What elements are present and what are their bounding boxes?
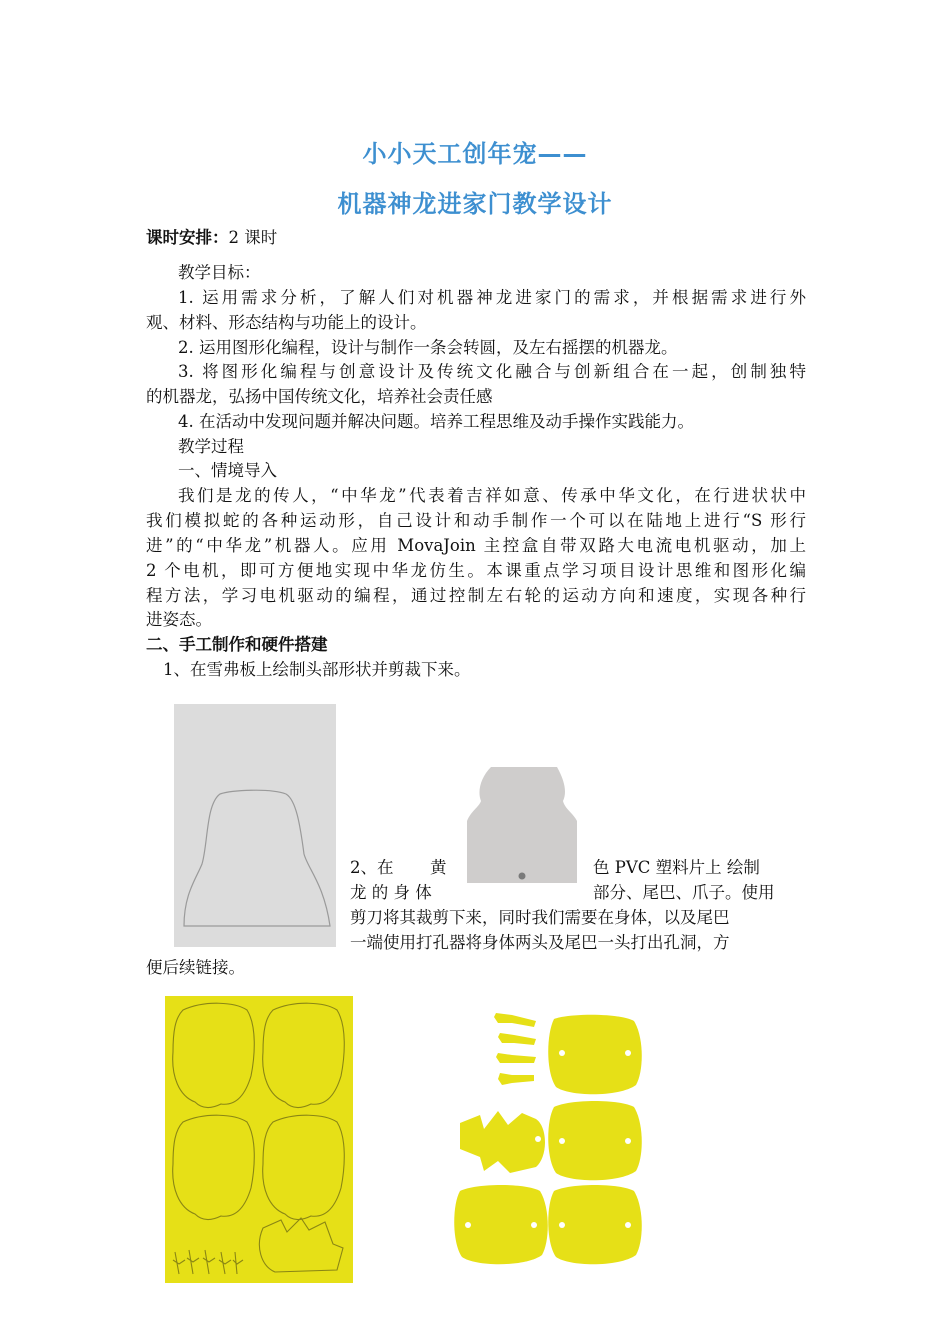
step-2-a3: 色 PVC 塑料片上 绘制: [593, 858, 760, 877]
schedule: [146, 226, 277, 250]
step-2-c: 剪刀将其裁剪下来，同时我们需要在身体，以及尾巴: [350, 908, 730, 927]
intro-line-4: 2 个电机，即可方便地实现中华龙仿生。本课重点学习项目设计思维和图形化编: [146, 561, 806, 580]
goal-3-line-2: 的机器龙，弘扬中国传统文化，培养社会责任感: [146, 387, 493, 406]
intro-line-1: 我们是龙的传人，“中华龙”代表着吉祥如意、传承中华文化，在行进状状中: [178, 486, 806, 505]
step-2-d: 一端使用打孔器将身体两头及尾巴一头打出孔洞，方: [350, 933, 730, 952]
goal-4: 4. 在活动中发现问题并解决问题。培养工程思维及动手操作实践能力。: [178, 412, 694, 431]
step-2-e: 便后续链接。: [146, 958, 245, 977]
goals-heading: 教学目标：: [178, 263, 261, 282]
goal-2: 2. 运用图形化编程，设计与制作一条会转圆，及左右摇摆的机器龙。: [178, 338, 678, 357]
intro-line-3: 进”的“中华龙”机器人。应用 MovaJoin 主控盒自带双路大电流电机驱动，加上: [146, 536, 806, 555]
process-heading: 教学过程: [178, 437, 244, 456]
step-2-a1: 2、在: [350, 858, 394, 877]
step-1: 1、在雪弗板上绘制头部形状并剪裁下来。: [163, 660, 471, 679]
intro-line-2: 我们模拟蛇的各种运动形，自己设计和动手制作一个可以在陆地上进行“S 形行: [146, 511, 806, 530]
head-outline-photo: [174, 704, 336, 947]
goal-1-line-2: 观、材料、形态结构与功能上的设计。: [146, 313, 427, 332]
pvc-pieces-photo: [450, 1001, 650, 1269]
step-2-b2: 部分、尾巴、爪子。使用: [593, 883, 775, 902]
step-2-a2: 黄: [430, 858, 447, 877]
intro-line-5: 程方法，学习电机驱动的编程，通过控制左右轮的运动方向和速度，实现各种行: [146, 586, 806, 605]
section-2-heading: 二、手工制作和硬件搭建: [146, 635, 328, 654]
title-line-2: 机器神龙进家门教学设计: [337, 190, 613, 218]
section-1-heading: 一、情境导入: [178, 461, 277, 480]
schedule-value: 2 课时: [228, 228, 278, 247]
title-line-1: 小小天工创年宠——: [362, 140, 588, 168]
intro-line-6: 进姿态。: [146, 610, 212, 629]
goal-3-line-1: 3. 将图形化编程与创意设计及传统文化融合与创新组合在一起，创制独特: [178, 362, 806, 381]
schedule-label: 课时安排：: [146, 228, 229, 247]
step-2-b1: 龙 的 身 体: [350, 883, 432, 902]
goal-1-line-1: 1. 运用需求分析，了解人们对机器神龙进家门的需求，并根据需求进行外: [178, 288, 806, 307]
head-cut-photo: [463, 761, 581, 884]
pvc-sheet-photo: [165, 996, 353, 1283]
